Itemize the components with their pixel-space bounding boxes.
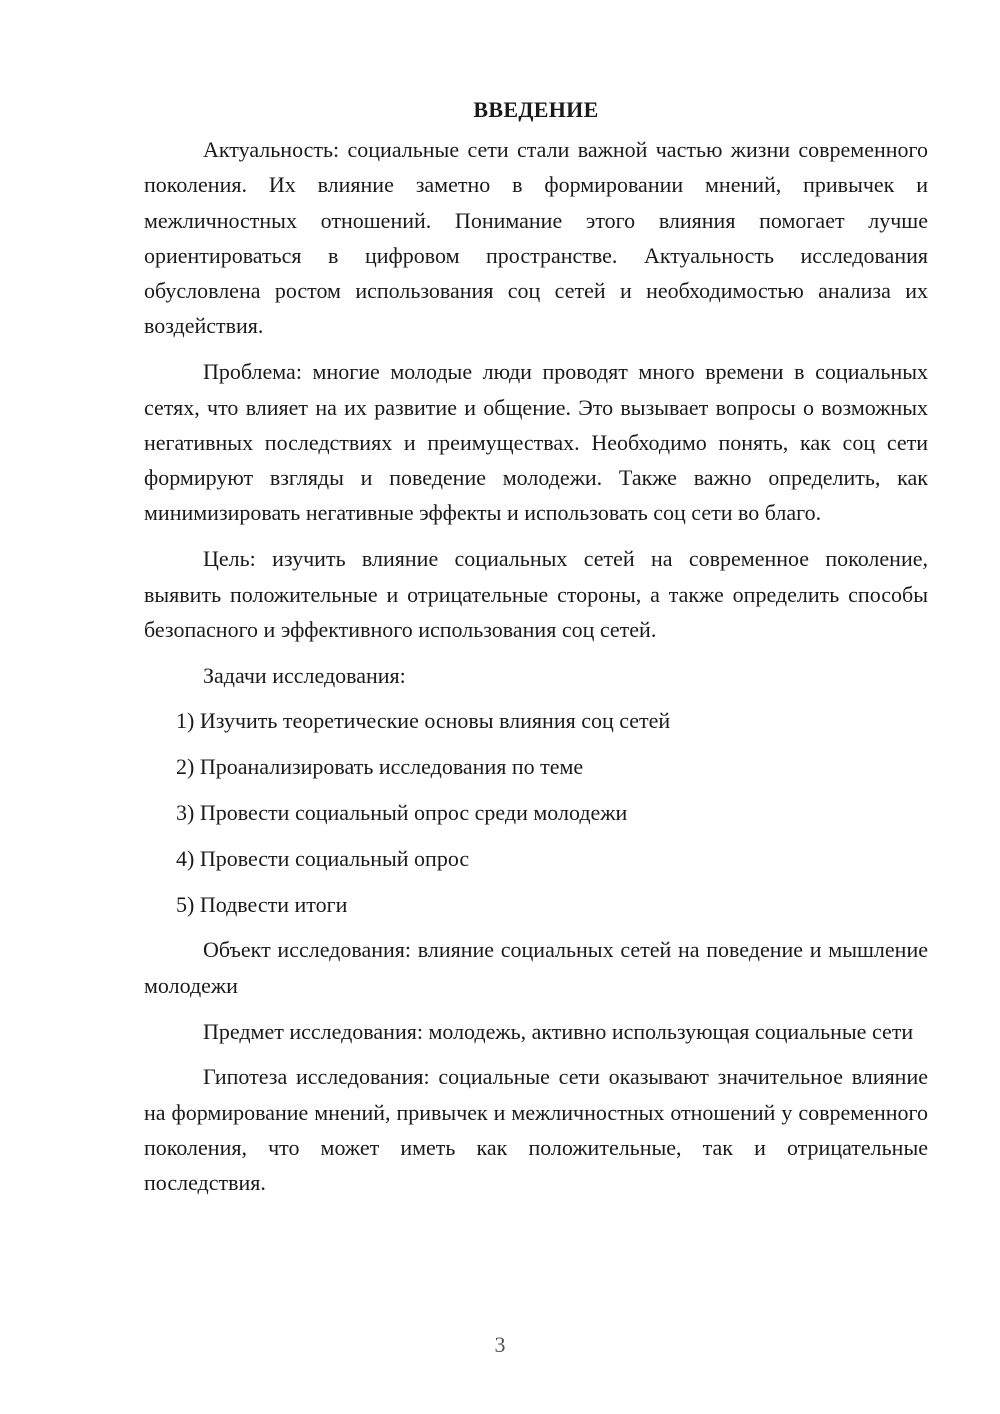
tasks-list: [144, 703, 928, 921]
paragraph-hypothesis: Гипотеза исследования: социальные сети оказывают значительное влияние на формирование мнений, привычек и межличностных отношений у современного поколения, что может иметь как положительные, так и отрицательные последствия.: [144, 1064, 928, 1196]
page-number: 3: [494, 1332, 506, 1357]
page-title: ВВЕДЕНИЕ: [473, 97, 599, 122]
list-item: 2) Проанализировать исследования по теме: [176, 754, 584, 780]
list-item: 4) Провести социальный опрос: [176, 845, 470, 871]
paragraph-object: Объект исследования: влияние социальных сетей на поведение и мышление молодежи: [144, 937, 928, 998]
paragraph-goal: Цель: изучить влияние социальных сетей на современное поколение, выявить положительные и отрицательные стороны, а также определить способы безопасного и эффективного использования соц сетей.: [144, 546, 928, 642]
paragraph-subject: Предмет исследования: молодежь, активно использующая социальные сети: [203, 1018, 914, 1044]
list-item: 5) Подвести итоги: [176, 891, 348, 917]
paragraph-problem: Проблема: многие молодые люди проводят много времени в социальных сетях, что влияет на их развитие и общение. Это вызывает вопросы о возможных негативных последствиях и преимуществах. Необходимо понять, как соц сети формируют взгляды и поведение молодежи. Также важно определить, как минимизировать негативные эффекты и использовать соц сети во благо.: [144, 359, 928, 526]
list-item: 3) Провести социальный опрос среди молодежи: [176, 800, 628, 826]
list-item: 1) Изучить теоретические основы влияния соц сетей: [176, 708, 671, 734]
paragraph-relevance: Актуальность: социальные сети стали важной частью жизни современного поколения. Их влияние заметно в формировании мнений, привычек и межличностных отношений. Понимание этого влияния помогает лучше ориентироваться в цифровом пространстве. Актуальность исследования обусловлена ростом использования соц сетей и необходимостью анализа их воздействия.: [144, 137, 928, 339]
document-page: [144, 92, 928, 1211]
paragraph-tasks-heading: Задачи исследования:: [203, 662, 406, 688]
